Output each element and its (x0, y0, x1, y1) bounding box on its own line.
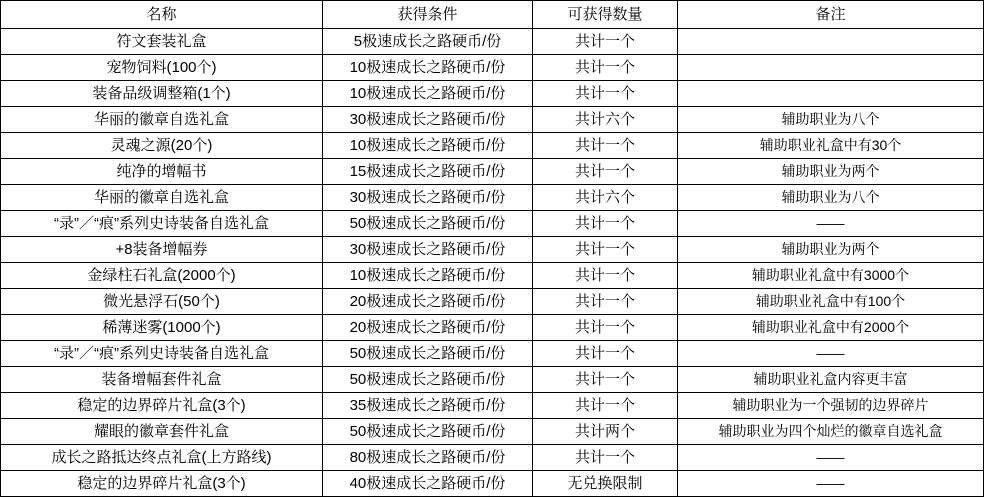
cell-name: 宠物饲料(100个) (1, 55, 323, 81)
cell-quantity: 共计一个 (533, 55, 678, 81)
cell-name: 装备增幅套件礼盒 (1, 367, 323, 393)
cell-name: 装备品级调整箱(1个) (1, 81, 323, 107)
table-header (1, 1, 984, 29)
table-row (1, 341, 984, 367)
column-header-condition: 获得条件 (323, 1, 533, 29)
cell-condition: 35极速成长之路硬币/份 (323, 393, 533, 419)
cell-note (678, 81, 984, 107)
cell-condition: 40极速成长之路硬币/份 (323, 471, 533, 497)
table-row (1, 185, 984, 211)
table-row (1, 133, 984, 159)
cell-quantity: 共计一个 (533, 159, 678, 185)
table-row (1, 55, 984, 81)
cell-name: “录”／“痕”系列史诗装备自选礼盒 (1, 211, 323, 237)
cell-name: 华丽的徽章自选礼盒 (1, 107, 323, 133)
cell-quantity: 共计一个 (533, 237, 678, 263)
table-row (1, 29, 984, 55)
cell-quantity: 共计一个 (533, 341, 678, 367)
cell-quantity: 共计六个 (533, 107, 678, 133)
cell-quantity: 共计一个 (533, 263, 678, 289)
cell-note: 辅助职业为八个 (678, 107, 984, 133)
cell-note: —— (678, 341, 984, 367)
cell-note: 辅助职业礼盒中有3000个 (678, 263, 984, 289)
cell-name: 稳定的边界碎片礼盒(3个) (1, 471, 323, 497)
table-row (1, 159, 984, 185)
cell-quantity: 共计一个 (533, 289, 678, 315)
cell-quantity: 共计一个 (533, 211, 678, 237)
cell-condition: 50极速成长之路硬币/份 (323, 341, 533, 367)
cell-name: 耀眼的徽章套件礼盒 (1, 419, 323, 445)
cell-name: 纯净的增幅书 (1, 159, 323, 185)
table-row (1, 393, 984, 419)
table-row (1, 289, 984, 315)
table-row (1, 237, 984, 263)
cell-note: 辅助职业礼盒内容更丰富 (678, 367, 984, 393)
column-header-name: 名称 (1, 1, 323, 29)
cell-name: +8装备增幅券 (1, 237, 323, 263)
cell-quantity: 共计一个 (533, 393, 678, 419)
cell-note (678, 29, 984, 55)
table-header-row (1, 1, 984, 29)
cell-condition: 10极速成长之路硬币/份 (323, 133, 533, 159)
cell-quantity: 共计一个 (533, 133, 678, 159)
cell-condition: 10极速成长之路硬币/份 (323, 81, 533, 107)
cell-note: 辅助职业为两个 (678, 159, 984, 185)
cell-note (678, 55, 984, 81)
cell-name: 金绿柱石礼盒(2000个) (1, 263, 323, 289)
cell-note: 辅助职业礼盒中有30个 (678, 133, 984, 159)
cell-condition: 20极速成长之路硬币/份 (323, 289, 533, 315)
cell-condition: 80极速成长之路硬币/份 (323, 445, 533, 471)
cell-condition: 30极速成长之路硬币/份 (323, 107, 533, 133)
cell-quantity: 共计一个 (533, 367, 678, 393)
cell-note: —— (678, 471, 984, 497)
cell-condition: 20极速成长之路硬币/份 (323, 315, 533, 341)
cell-name: 华丽的徽章自选礼盒 (1, 185, 323, 211)
cell-name: “录”／“痕”系列史诗装备自选礼盒 (1, 341, 323, 367)
cell-condition: 15极速成长之路硬币/份 (323, 159, 533, 185)
table-row (1, 315, 984, 341)
cell-quantity: 共计一个 (533, 81, 678, 107)
cell-note: 辅助职业为四个灿烂的徽章自选礼盒 (678, 419, 984, 445)
cell-name: 灵魂之源(20个) (1, 133, 323, 159)
cell-note: —— (678, 211, 984, 237)
table-row (1, 419, 984, 445)
cell-quantity: 共计两个 (533, 419, 678, 445)
cell-name: 成长之路抵达终点礼盒(上方路线) (1, 445, 323, 471)
table-row (1, 367, 984, 393)
table-row (1, 471, 984, 497)
cell-name: 稳定的边界碎片礼盒(3个) (1, 393, 323, 419)
cell-condition: 10极速成长之路硬币/份 (323, 55, 533, 81)
cell-note: 辅助职业礼盒中有2000个 (678, 315, 984, 341)
cell-quantity: 共计一个 (533, 315, 678, 341)
cell-note: 辅助职业为一个强韧的边界碎片 (678, 393, 984, 419)
table-body (1, 29, 984, 497)
cell-note: 辅助职业礼盒中有100个 (678, 289, 984, 315)
table-row (1, 211, 984, 237)
cell-condition: 50极速成长之路硬币/份 (323, 211, 533, 237)
cell-note: 辅助职业为八个 (678, 185, 984, 211)
table-row (1, 81, 984, 107)
cell-condition: 30极速成长之路硬币/份 (323, 185, 533, 211)
column-header-quantity: 可获得数量 (533, 1, 678, 29)
cell-note: —— (678, 445, 984, 471)
cell-name: 稀薄迷雾(1000个) (1, 315, 323, 341)
cell-quantity: 无兑换限制 (533, 471, 678, 497)
cell-condition: 50极速成长之路硬币/份 (323, 419, 533, 445)
cell-note: 辅助职业为两个 (678, 237, 984, 263)
cell-quantity: 共计一个 (533, 29, 678, 55)
cell-condition: 50极速成长之路硬币/份 (323, 367, 533, 393)
table-row (1, 107, 984, 133)
column-header-note: 备注 (678, 1, 984, 29)
cell-quantity: 共计六个 (533, 185, 678, 211)
cell-condition: 10极速成长之路硬币/份 (323, 263, 533, 289)
cell-quantity: 共计一个 (533, 445, 678, 471)
cell-name: 符文套装礼盒 (1, 29, 323, 55)
table-row (1, 445, 984, 471)
table-row (1, 263, 984, 289)
cell-condition: 5极速成长之路硬币/份 (323, 29, 533, 55)
cell-name: 微光悬浮石(50个) (1, 289, 323, 315)
cell-condition: 30极速成长之路硬币/份 (323, 237, 533, 263)
